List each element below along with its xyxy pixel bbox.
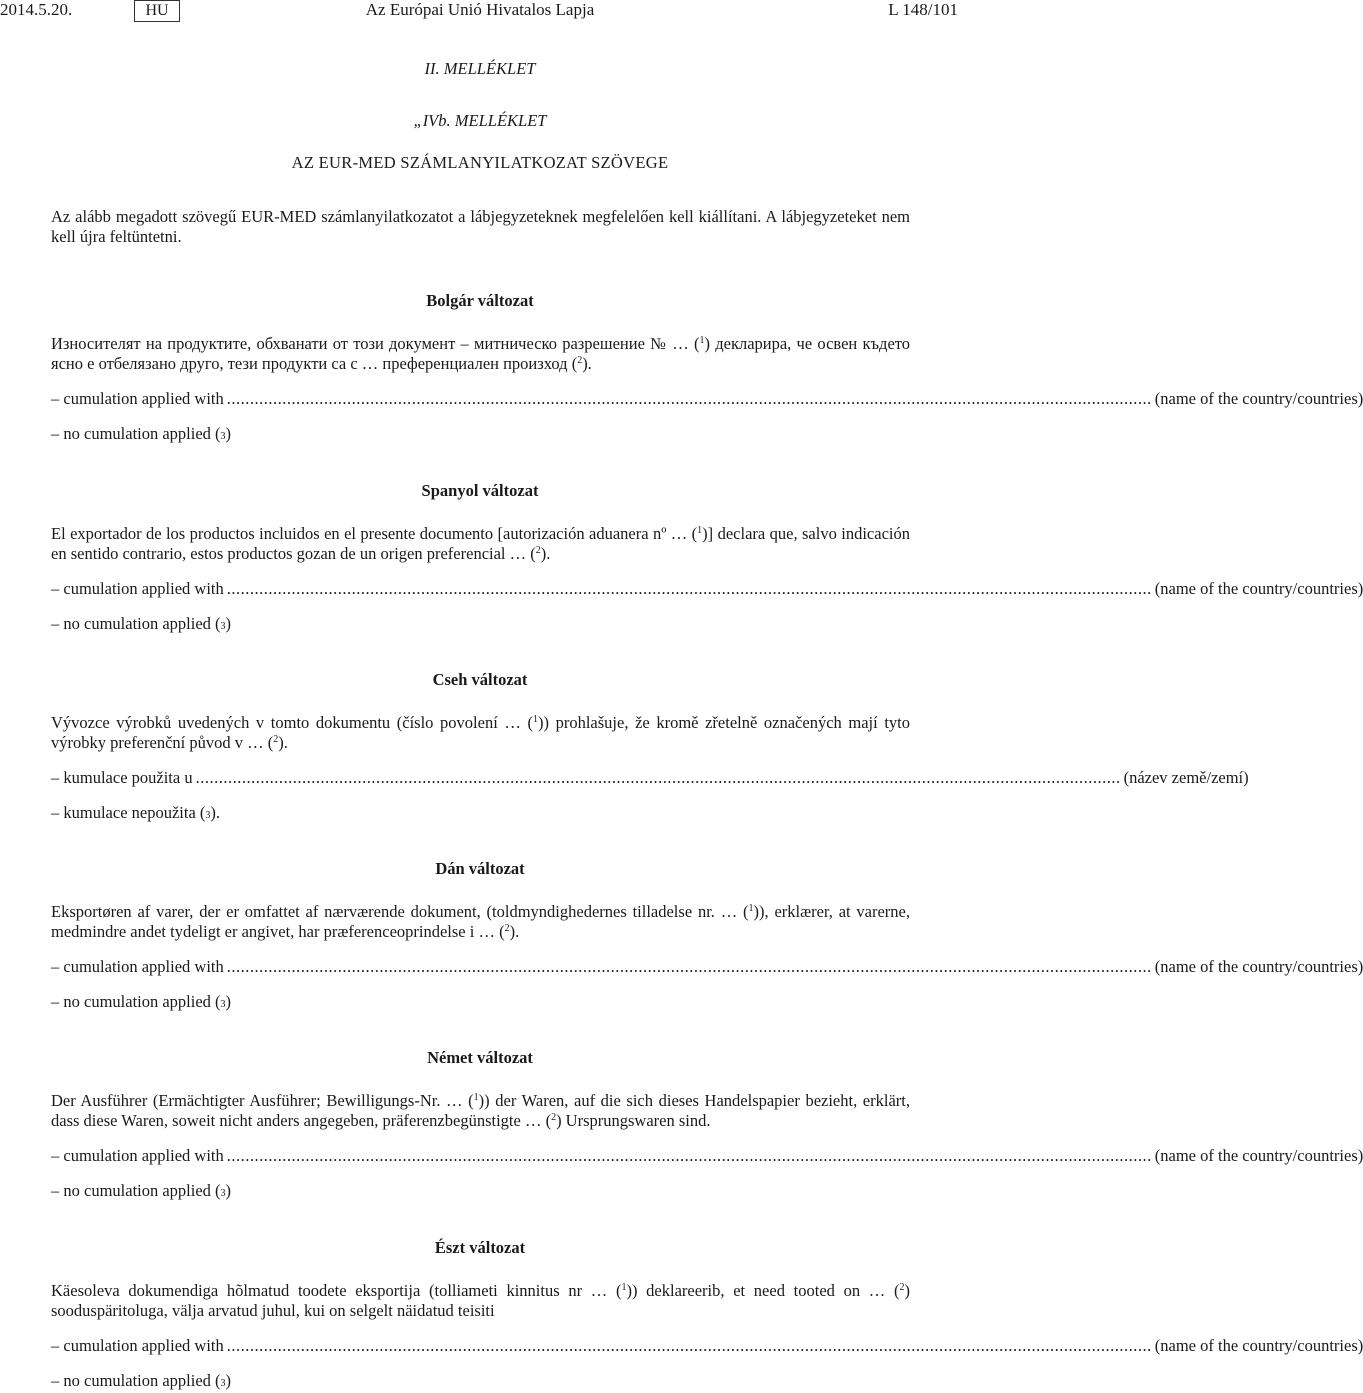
section-body: El exportador de los productos incluidos en el presente documento [autorización aduanera nº … ($^1$)] declara que, salvo indicación en sentido contrario, estos productos gozan de un origen preferencial … ($^2$). (51, 524, 910, 563)
cumulation-suffix: (name of the country/countries) (1154, 957, 1363, 976)
fill-in-dotted-line: ........................................................................................................................................................................................................ (226, 957, 1152, 976)
cumulation-line (51, 768, 1249, 788)
section-heading: Német változat (427, 1048, 533, 1067)
no-cumulation-line: – no cumulation applied ( 3 ) (51, 1181, 232, 1200)
no-cumulation-line: – no cumulation applied ( 3 ) (51, 1371, 232, 1390)
fill-in-dotted-line: ........................................................................................................................................................................................................ (195, 768, 1121, 787)
fill-in-dotted-line: ........................................................................................................................................................................................................ (226, 389, 1152, 408)
cumulation-label: – cumulation applied with (51, 579, 224, 598)
cumulation-suffix: (name of the country/countries) (1154, 389, 1363, 408)
cumulation-line (51, 957, 1363, 977)
cumulation-suffix: (název země/zemí) (1123, 768, 1249, 787)
no-cumulation-line: – no cumulation applied ( 3 ) (51, 992, 232, 1011)
document-title: AZ EUR-MED SZÁMLANYILATKOZAT SZÖVEGE (291, 153, 669, 172)
no-cumulation-line: – no cumulation applied ( 3 ) (51, 614, 232, 633)
cumulation-line (51, 1336, 1363, 1356)
annex-label: II. MELLÉKLET (424, 59, 536, 78)
section-body: Käesoleva dokumendiga hõlmatud toodete eksportija (tolliameti kinnitus nr … ($^1$)) deklareerib, et need tooted on … ($^2$) sooduspäritoluga, välja arvatud juhul, kui on selgelt näidatud teisiti (51, 1281, 910, 1320)
fill-in-dotted-line: ........................................................................................................................................................................................................ (226, 1146, 1152, 1165)
cumulation-suffix: (name of the country/countries) (1154, 1336, 1363, 1355)
cumulation-label: – kumulace použita u (51, 768, 193, 787)
header-date: 2014.5.20. (0, 0, 73, 19)
intro-paragraph: Az alább megadott szövegű EUR-MED számlanyilatkozatot a lábjegyzeteknek megfelelően kell kiállítani. A lábjegyzeteket nem kell újra feltüntetni. (51, 207, 910, 246)
no-cumulation-line: – kumulace nepoužita ( 3 ). (51, 803, 221, 822)
cumulation-line (51, 579, 1363, 599)
journal-title: Az Európai Unió Hivatalos Lapja (365, 0, 595, 19)
section-body: Vývozce výrobků uvedených v tomto dokumentu (číslo povolení … ($^1$)) prohlašuje, že kromě zřetelně označených mají tyto výrobky preferenční původ v … ($^2$). (51, 713, 910, 752)
section-heading: Észt változat (434, 1238, 526, 1257)
section-body: Der Ausführer (Ermächtigter Ausführer; Bewilligungs-Nr. … ($^1$)) der Waren, auf die sich dieses Handelspapier bezieht, erklärt, dass diese Waren, soweit nicht anders angegeben, präferenzbegünstigte … ($^2$) Ursprungswaren sind. (51, 1091, 910, 1130)
section-body: Износителят на продуктите, обхванати от този документ – митническо разрешение № … ($^1$) декларира, че освен където ясно е отбелязано друго, тези продукти са с … преференциален произход ($^2$). (51, 334, 911, 373)
page-reference: L 148/101 (888, 0, 958, 19)
fill-in-dotted-line: ........................................................................................................................................................................................................ (226, 1336, 1152, 1355)
cumulation-line (51, 389, 1363, 409)
section-heading: Bolgár változat (426, 291, 534, 310)
sub-annex-label: „IVb. MELLÉKLET (413, 111, 547, 130)
cumulation-label: – cumulation applied with (51, 1336, 224, 1355)
no-cumulation-line: – no cumulation applied ( 3 ) (51, 424, 232, 443)
cumulation-label: – cumulation applied with (51, 1146, 224, 1165)
section-body: Eksportøren af varer, der er omfattet af nærværende dokument, (toldmyndighedernes tilladelse nr. … ($^1$)), erklærer, at varerne, medmindre andet tydeligt er angivet, har præferenceoprindelse i … ($^2$). (51, 902, 911, 941)
cumulation-line (51, 1146, 1363, 1166)
cumulation-suffix: (name of the country/countries) (1154, 579, 1363, 598)
running-header (0, 0, 960, 24)
fill-in-dotted-line: ........................................................................................................................................................................................................ (226, 579, 1152, 598)
cumulation-label: – cumulation applied with (51, 957, 224, 976)
cumulation-suffix: (name of the country/countries) (1154, 1146, 1363, 1165)
section-heading: Dán változat (435, 859, 525, 878)
language-code-box: HU (134, 0, 180, 22)
section-heading: Cseh változat (432, 670, 528, 689)
section-heading: Spanyol változat (421, 481, 539, 500)
cumulation-label: – cumulation applied with (51, 389, 224, 408)
